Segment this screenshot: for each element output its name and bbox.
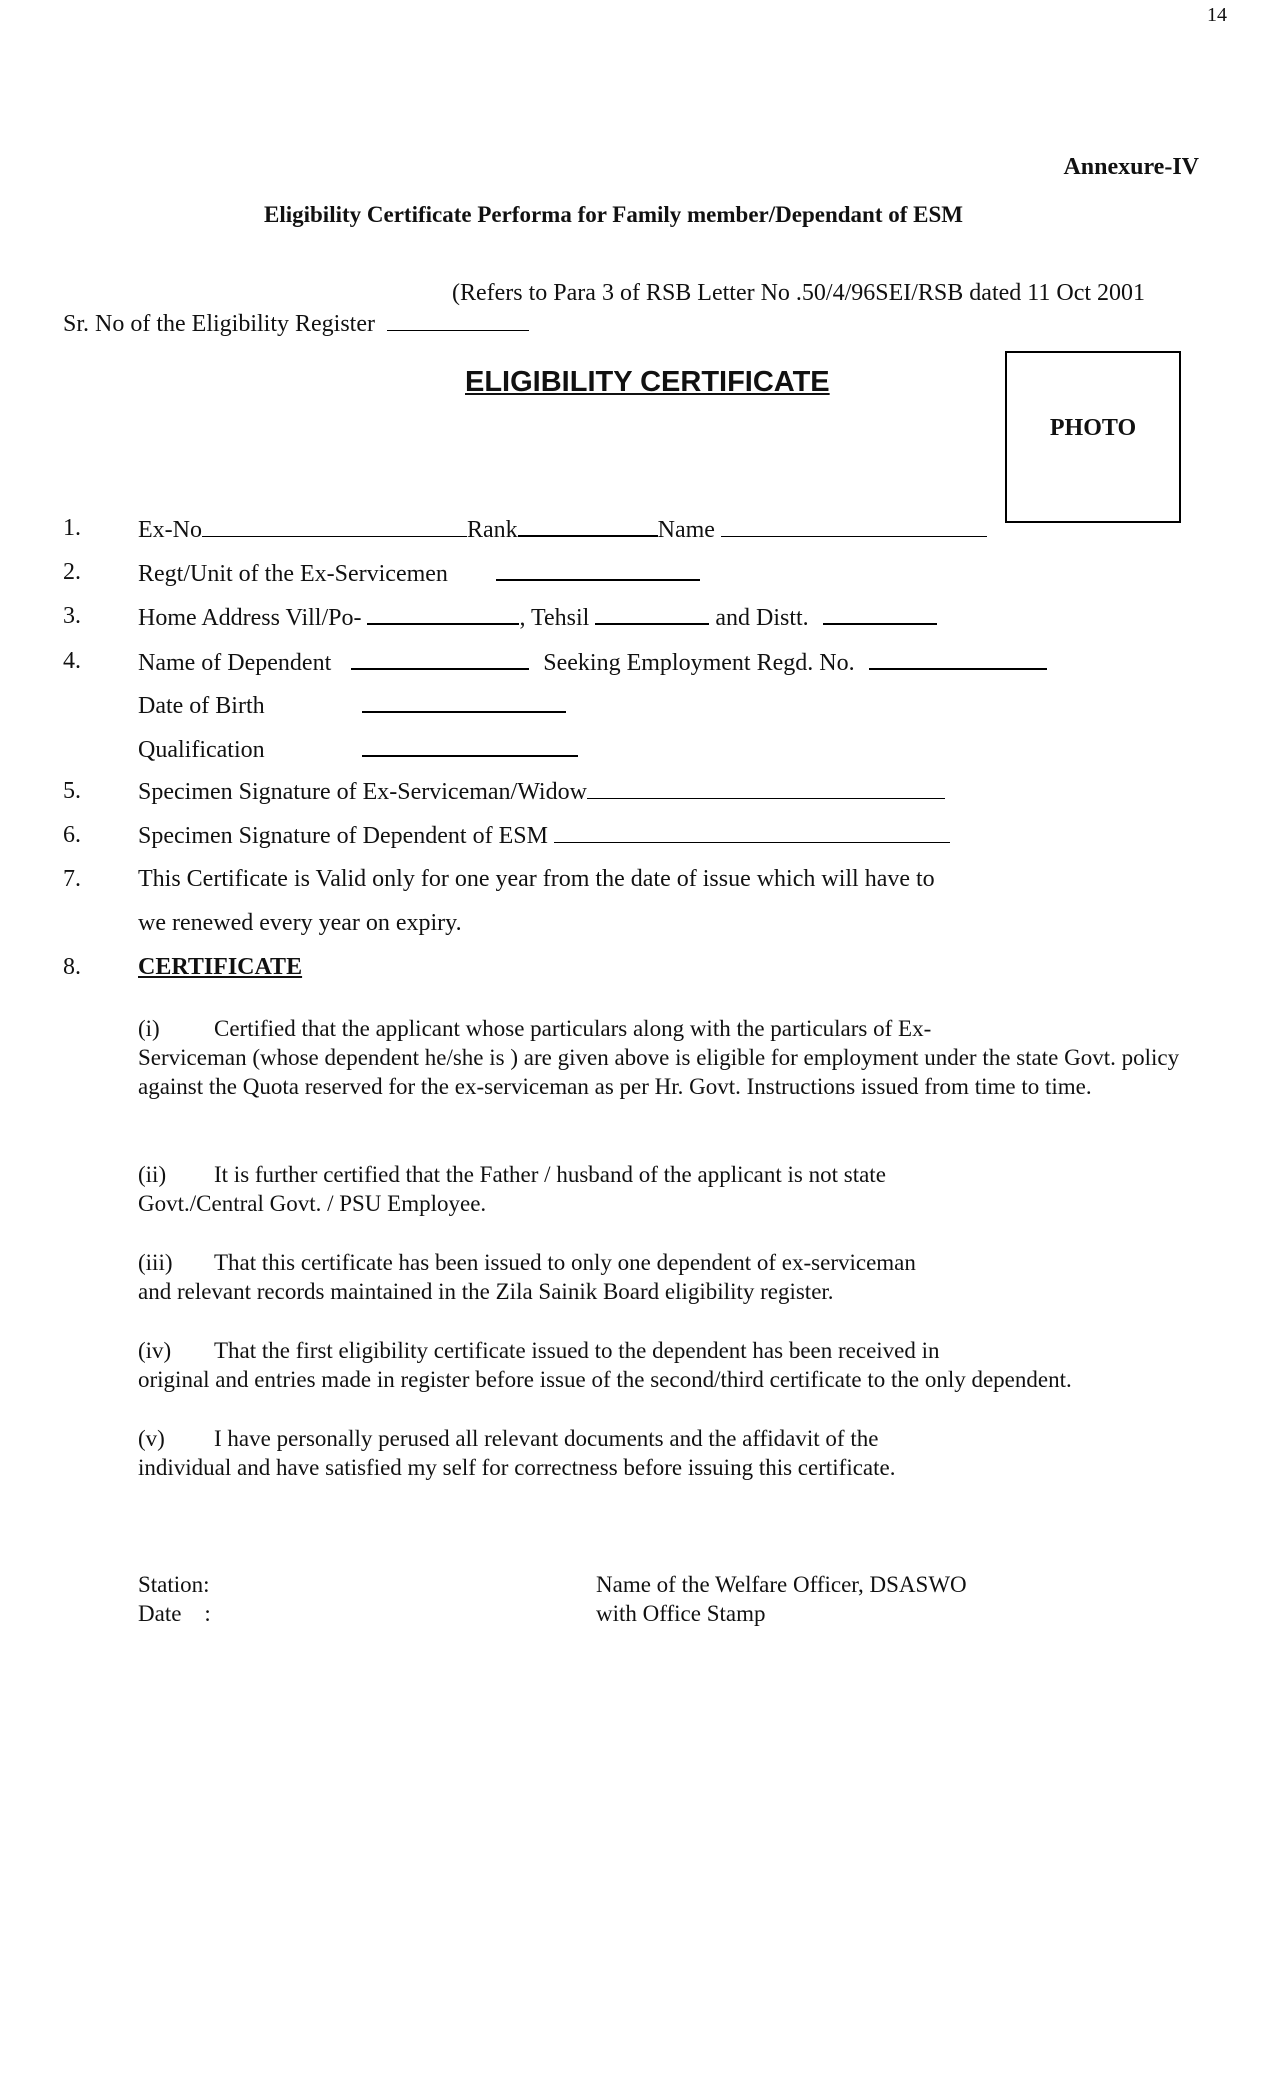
station-label: Station: bbox=[138, 1572, 210, 1597]
paragraph-rest: Serviceman (whose dependent he/she is ) are given above is eligible for employment under the state Govt. policy against the Quota reserved for the ex-serviceman as per Hr. Govt. Instructions issued from time to time. bbox=[138, 1045, 1180, 1099]
dependent-signature-blank[interactable] bbox=[554, 822, 950, 843]
paragraph-first-line: Certified that the applicant whose particulars along with the particulars of Ex- bbox=[214, 1016, 932, 1041]
item-number-3: 3. bbox=[63, 603, 81, 629]
item-number-5: 5. bbox=[63, 778, 81, 804]
paragraph-first-line: I have personally perused all relevant documents and the affidavit of the bbox=[214, 1426, 879, 1451]
paragraph-first-line: That this certificate has been issued to only one dependent of ex-serviceman bbox=[214, 1250, 916, 1275]
paragraph-first-line: That the first eligibility certificate issued to the dependent has been received in bbox=[214, 1338, 940, 1363]
certificate-heading: CERTIFICATE bbox=[138, 954, 303, 980]
page-title: ELIGIBILITY CERTIFICATE bbox=[465, 366, 830, 398]
item-number-7: 7. bbox=[63, 866, 81, 892]
officer-block bbox=[596, 1570, 967, 1628]
qualification-row bbox=[138, 735, 578, 764]
tehsil-blank[interactable] bbox=[595, 603, 709, 625]
validity-line-1: This Certificate is Valid only for one year from the date of issue which will have to bbox=[138, 866, 935, 892]
certificate-paragraph-4 bbox=[138, 1336, 1208, 1394]
item-2-row bbox=[138, 559, 700, 588]
sr-no-row bbox=[63, 310, 529, 338]
qualification-label: Qualification bbox=[138, 737, 265, 763]
item-number-8: 8. bbox=[63, 954, 81, 980]
item-number-6: 6. bbox=[63, 822, 81, 848]
certificate-paragraph-2 bbox=[138, 1160, 1208, 1218]
distt-label: and Distt. bbox=[715, 605, 809, 631]
dependent-signature-label: Specimen Signature of Dependent of ESM bbox=[138, 823, 548, 849]
photo-label: PHOTO bbox=[1049, 415, 1137, 441]
tehsil-label: , Tehsil bbox=[519, 605, 590, 631]
item-4-row bbox=[138, 648, 1047, 677]
photo-box bbox=[1005, 351, 1181, 523]
regt-blank[interactable] bbox=[496, 559, 700, 581]
station-date-block bbox=[138, 1570, 211, 1628]
item-5-row bbox=[138, 778, 945, 806]
paragraph-tag: (i) bbox=[138, 1016, 160, 1041]
qualification-blank[interactable] bbox=[362, 735, 578, 757]
paragraph-tag: (iii) bbox=[138, 1250, 173, 1275]
item-6-row bbox=[138, 822, 950, 850]
seeking-employment-label: Seeking Employment Regd. No. bbox=[543, 650, 855, 676]
paragraph-rest: and relevant records maintained in the Zila Sainik Board eligibility register. bbox=[138, 1279, 834, 1304]
office-stamp-label: with Office Stamp bbox=[596, 1601, 766, 1626]
distt-blank[interactable] bbox=[823, 603, 937, 625]
home-address-blank[interactable] bbox=[367, 603, 519, 625]
paragraph-rest: Govt./Central Govt. / PSU Employee. bbox=[138, 1191, 487, 1216]
name-blank[interactable] bbox=[721, 516, 987, 537]
paragraph-tag: (ii) bbox=[138, 1162, 167, 1187]
paragraph-rest: original and entries made in register before issue of the second/third certificate to the only dependent. bbox=[138, 1367, 1072, 1392]
validity-line-2: we renewed every year on expiry. bbox=[138, 910, 462, 936]
exno-label: Ex-No bbox=[138, 517, 202, 543]
page-number: 14 bbox=[1207, 4, 1227, 26]
sr-no-label: Sr. No of the Eligibility Register bbox=[63, 311, 375, 337]
paragraph-tag: (v) bbox=[138, 1426, 165, 1451]
dob-blank[interactable] bbox=[362, 691, 566, 713]
date-label: Date : bbox=[138, 1601, 211, 1626]
home-address-label: Home Address Vill/Po- bbox=[138, 605, 362, 631]
regt-label: Regt/Unit of the Ex-Servicemen bbox=[138, 561, 448, 587]
paragraph-tag: (iv) bbox=[138, 1338, 172, 1363]
esm-signature-blank[interactable] bbox=[587, 778, 945, 799]
sr-no-blank[interactable] bbox=[387, 310, 529, 331]
dependent-label: Name of Dependent bbox=[138, 650, 332, 676]
item-1-row bbox=[138, 515, 987, 544]
certificate-paragraph-3 bbox=[138, 1248, 1208, 1306]
officer-name-label: Name of the Welfare Officer, DSASWO bbox=[596, 1572, 967, 1597]
item-number-2: 2. bbox=[63, 559, 81, 585]
certificate-paragraph-5 bbox=[138, 1424, 1208, 1482]
rank-blank[interactable] bbox=[518, 515, 658, 537]
reference-note: (Refers to Para 3 of RSB Letter No .50/4/96SEI/RSB dated 11 Oct 2001 bbox=[452, 280, 1146, 306]
certificate-paragraph-1 bbox=[138, 1014, 1208, 1101]
item-number-4: 4. bbox=[63, 648, 81, 674]
dob-label: Date of Birth bbox=[138, 693, 265, 719]
dob-row bbox=[138, 691, 566, 720]
esm-signature-label: Specimen Signature of Ex-Serviceman/Widow bbox=[138, 779, 587, 805]
name-label: Name bbox=[657, 517, 715, 543]
item-3-row bbox=[138, 603, 937, 632]
paragraph-rest: individual and have satisfied my self for correctness before issuing this certificate. bbox=[138, 1455, 896, 1480]
proforma-title: Eligibility Certificate Performa for Family member/Dependant of ESM bbox=[264, 202, 963, 227]
exno-blank[interactable] bbox=[202, 516, 467, 537]
paragraph-first-line: It is further certified that the Father / husband of the applicant is not state bbox=[214, 1162, 886, 1187]
rank-label: Rank bbox=[466, 517, 518, 543]
regd-no-blank[interactable] bbox=[869, 648, 1047, 670]
annexure-label: Annexure-IV bbox=[1063, 154, 1199, 180]
item-number-1: 1. bbox=[63, 515, 81, 541]
dependent-blank[interactable] bbox=[351, 648, 529, 670]
